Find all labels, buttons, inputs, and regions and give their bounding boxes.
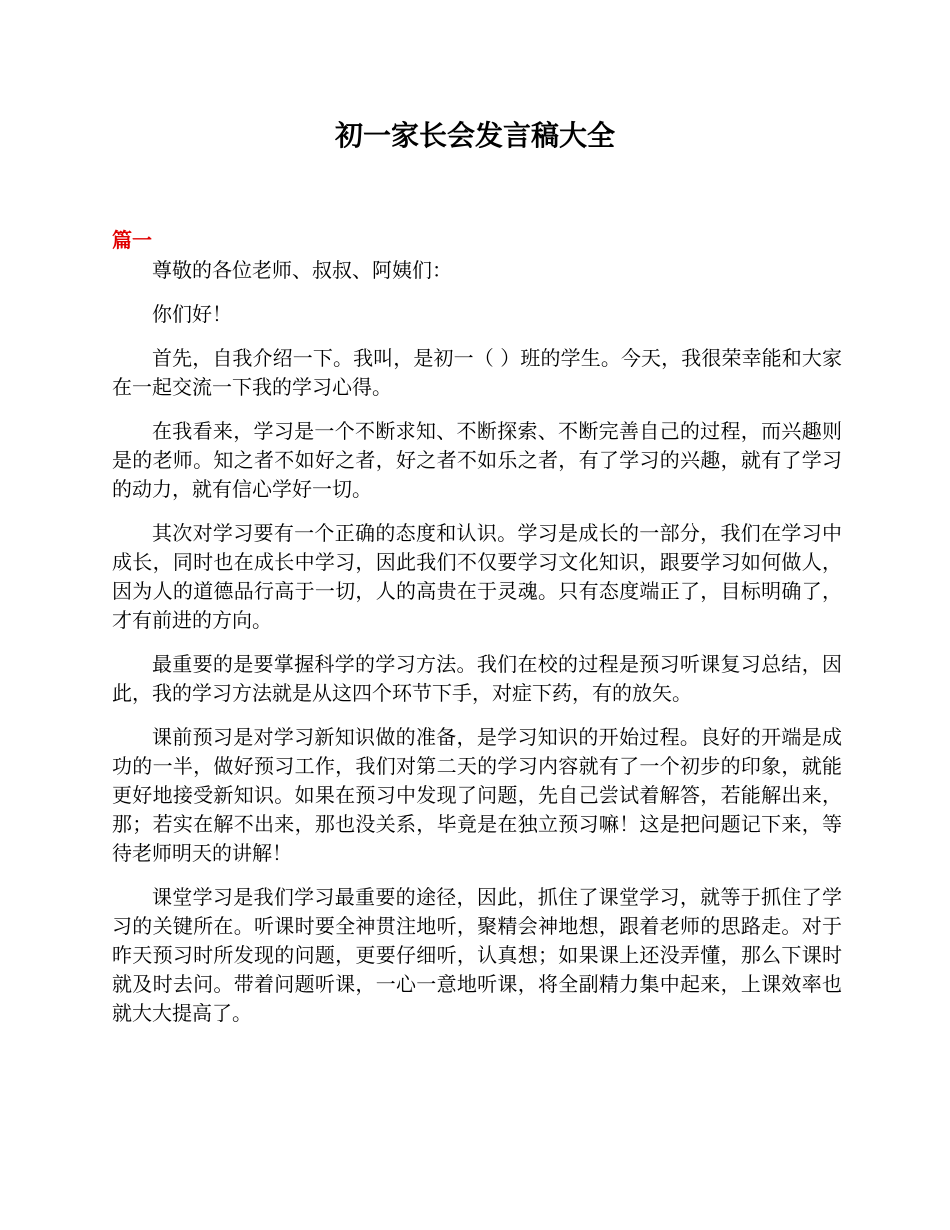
salutation: 尊敬的各位老师、叔叔、阿姨们：	[152, 258, 452, 282]
paragraph-attitude: 其次对学习要有一个正确的态度和认识。学习是成长的一部分，我们在学习中成长，同时也在成长中学习，因此我们不仅要学习文化知识，跟要学习如何做人，因为人的道德品行高于一切，人的高贵在于灵魂。只有态度端正了，目标明确了，才有前进的方向。	[112, 521, 842, 632]
section-heading: 篇一	[112, 228, 152, 252]
document-title: 初一家长会发言稿大全	[334, 119, 615, 152]
greeting: 你们好！	[152, 302, 232, 326]
paragraph-method: 最重要的是要掌握科学的学习方法。我们在校的过程是预习听课复习总结，因此，我的学习方法就是从这四个环节下手，对症下药，有的放矢。	[112, 652, 842, 705]
paragraph-interest: 在我看来，学习是一个不断求知、不断探索、不断完善自己的过程，而兴趣则是的老师。知之者不如好之者，好之者不如乐之者，有了学习的兴趣，就有了学习的动力，就有信心学好一切。	[112, 419, 842, 501]
section-body	[112, 256, 842, 1043]
paragraph-classroom: 课堂学习是我们学习最重要的途径，因此，抓住了课堂学习，就等于抓住了学习的关键所在。听课时要全神贯注地听，聚精会神地想，跟着老师的思路走。对于昨天预习时所发现的问题，更要仔细听，认真想；如果课上还没弄懂，那么下课时就及时去问。带着问题听课，一心一意地听课，将全副精力集中起来，上课效率也就大大提高了。	[112, 885, 842, 1025]
paragraph-introduction: 首先，自我介绍一下。我叫，是初一（ ）班的学生。今天，我很荣幸能和大家在一起交流一下我的学习心得。	[112, 346, 842, 399]
paragraph-preview: 课前预习是对学习新知识做的准备，是学习知识的开始过程。良好的开端是成功的一半，做好预习工作，我们对第二天的学习内容就有了一个初步的印象，就能更好地接受新知识。如果在预习中发现了问题，先自己尝试着解答，若能解出来，那；若实在解不出来，那也没关系，毕竟是在独立预习嘛！这是把问题记下来，等待老师明天的讲解！	[112, 725, 842, 865]
